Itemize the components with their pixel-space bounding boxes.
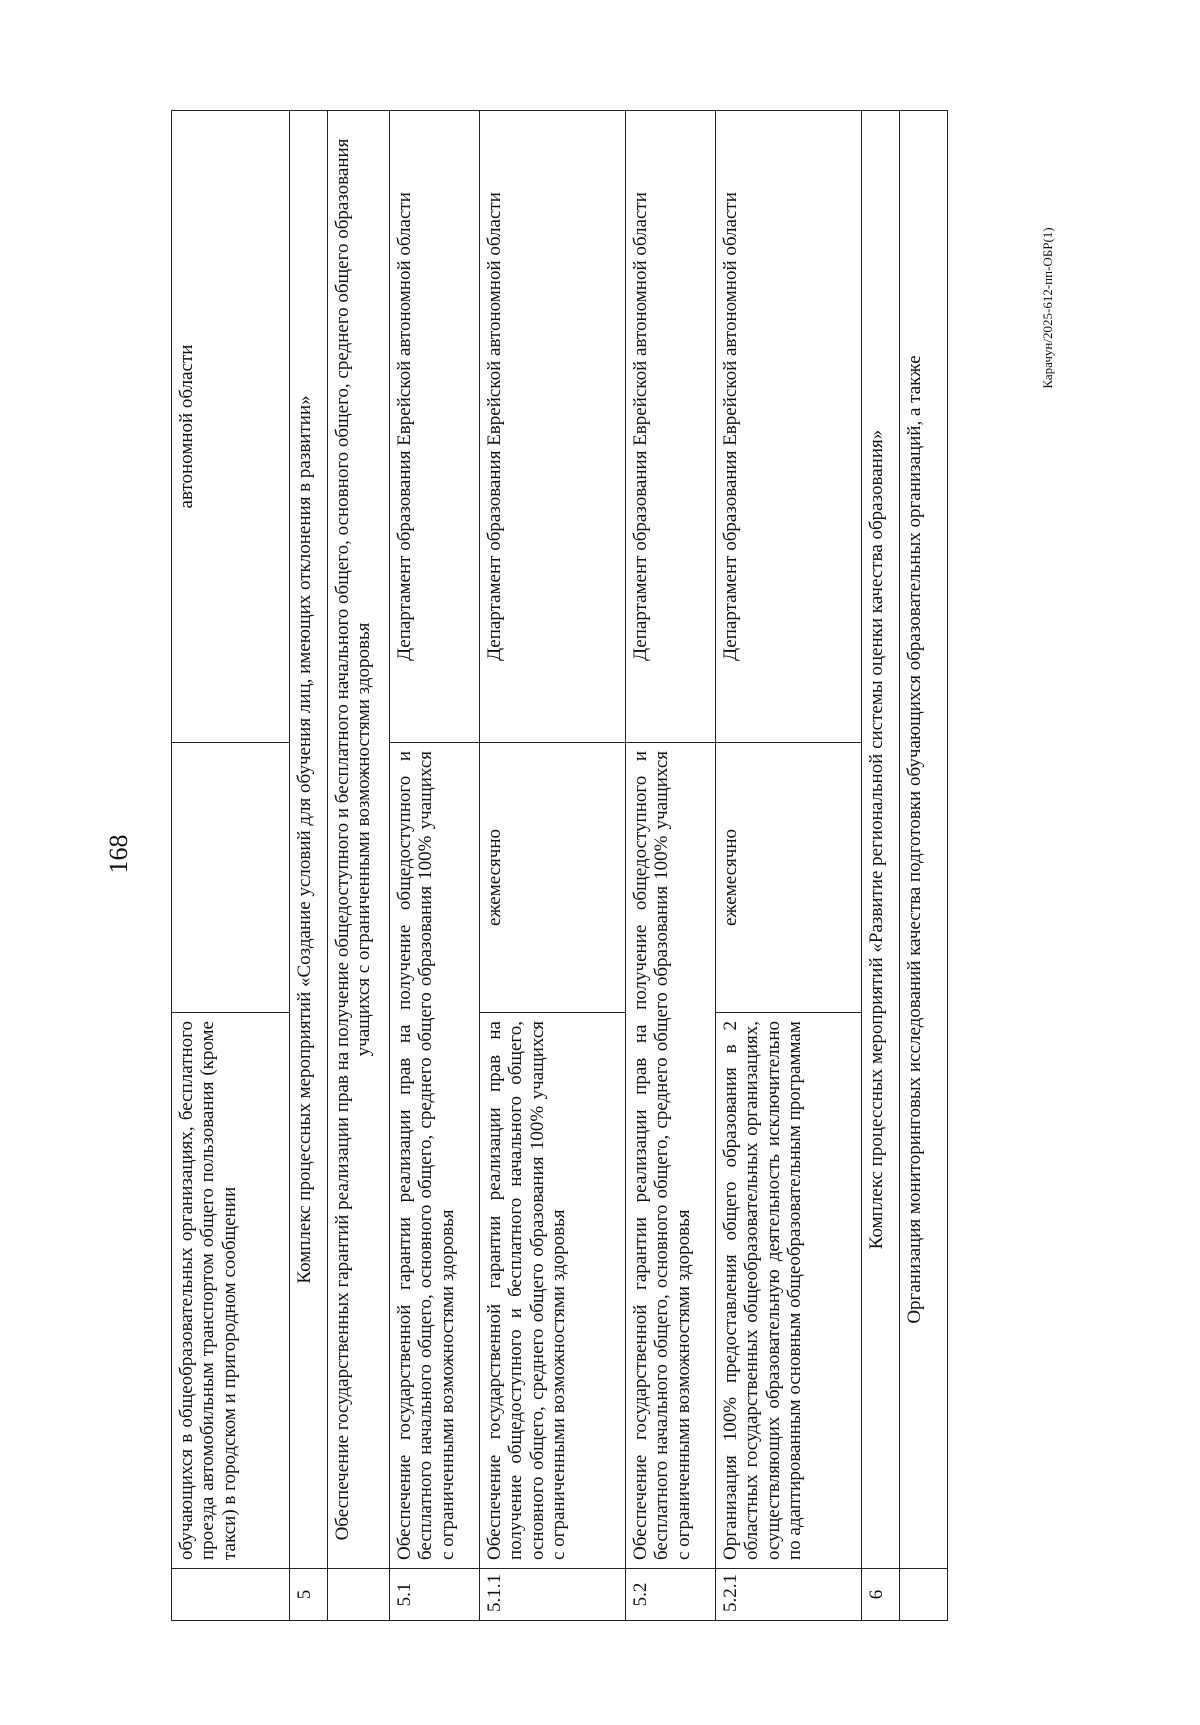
table-row <box>390 111 480 1621</box>
activities-table <box>171 110 948 1621</box>
subsection-row <box>900 111 948 1621</box>
row-number <box>328 1569 390 1621</box>
activity-cell: Обеспечение государственной гарантии реализации прав на получение общедоступного и бесплатного начального общего, основного общего, среднего общего образования 100% учащихся с ограниченными возможностями здоровья <box>626 743 716 1569</box>
responsible-cell: Департамент образования Еврейской автономной области <box>480 111 626 743</box>
section-title: Комплекс процессных мероприятий «Создание условий для обучения лиц, имеющих отклонения в развитии» <box>290 111 328 1569</box>
activity-cell: Обеспечение государственной гарантии реализации прав на получение общедоступного и бесплатного начального общего, основного общего, среднего общего образования 100% учащихся с ограниченными возможностями здоровья <box>390 743 480 1569</box>
row-number: 6 <box>862 1569 900 1621</box>
row-number <box>172 1569 290 1621</box>
section-title: Комплекс процессных мероприятий «Развитие региональной системы оценки качества образования» <box>862 111 900 1569</box>
responsible-cell: Департамент образования Еврейской автономной области <box>626 111 716 743</box>
row-number: 5.1.1 <box>480 1569 626 1621</box>
rotated-table-container <box>171 111 1021 1621</box>
subsection-title: Обеспечение государственных гарантий реализации прав на получение общедоступного и бесплатного начального общего, основного общего, среднего общего образования учащихся с ограниченными возможностями здоровья <box>328 111 390 1569</box>
period-cell <box>172 743 290 1013</box>
row-number: 5.1 <box>390 1569 480 1621</box>
table-row <box>480 111 626 1621</box>
document-code: Карачун/2025-612-пп-ОБР(1) <box>1040 227 1055 389</box>
row-number: 5 <box>290 1569 328 1621</box>
responsible-cell: автономной области <box>172 111 290 743</box>
responsible-cell: Департамент образования Еврейской автономной области <box>390 111 480 743</box>
subsection-title: Организация мониторинговых исследований качества подготовки обучающихся образовательных организаций, а также <box>900 111 948 1569</box>
table-row <box>716 111 862 1621</box>
activity-cell: Обеспечение государственной гарантии реализации прав на получение общедоступного и бесплатного начального общего, основного общего, среднего общего образования 100% учащихся с ограниченными возможностями здоровья <box>480 1013 626 1569</box>
activity-cell: обучающихся в общеобразовательных организациях, бесплатного проезда автомобильным транспортом общего пользования (кроме такси) в городском и пригородном сообщении <box>172 1013 290 1569</box>
section-row <box>862 111 900 1621</box>
period-cell: ежемесячно <box>716 743 862 1013</box>
table-row <box>626 111 716 1621</box>
responsible-cell: Департамент образования Еврейской автономной области <box>716 111 862 743</box>
page-number: 168 <box>104 834 133 874</box>
row-number <box>900 1569 948 1621</box>
row-number: 5.2.1 <box>716 1569 862 1621</box>
subsection-row <box>328 111 390 1621</box>
row-number: 5.2 <box>626 1569 716 1621</box>
activity-cell: Организация 100% предоставления общего образования в 2 областных государственных общеобразовательных организациях, осуществляющих образовательную деятельность исключительно по адаптированным основным общеобразовательным программам <box>716 1013 862 1569</box>
section-row <box>290 111 328 1621</box>
table-row <box>172 111 290 1621</box>
period-cell: ежемесячно <box>480 743 626 1013</box>
